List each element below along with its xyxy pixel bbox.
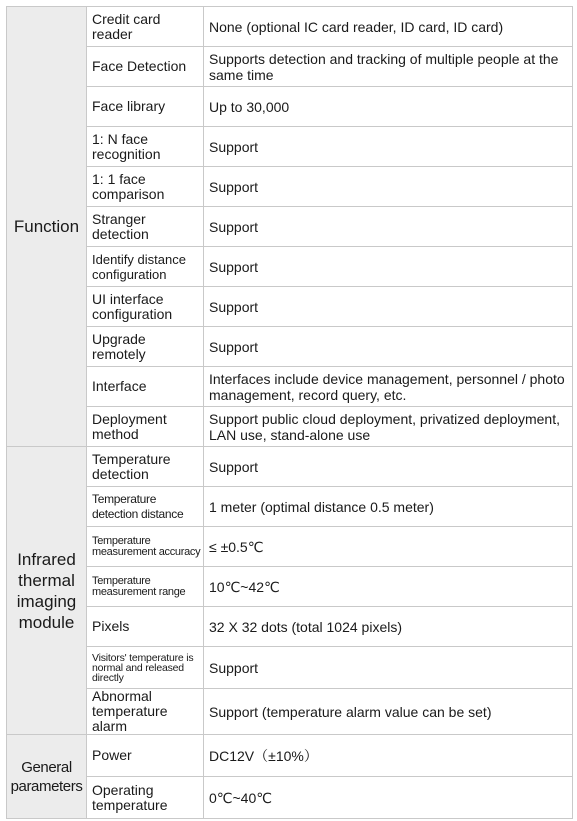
param-value: Support <box>204 447 573 487</box>
param-label: Deployment method <box>87 407 204 447</box>
table-row <box>7 367 573 407</box>
param-label: 1: N face recognition <box>87 127 204 167</box>
table-row <box>7 777 573 819</box>
table-row <box>7 287 573 327</box>
param-label: Power <box>87 735 204 777</box>
table-row <box>7 735 573 777</box>
param-label: Credit card reader <box>87 7 204 47</box>
param-value: Support public cloud deployment, privatized deployment, LAN use, stand-alone use <box>204 407 573 447</box>
param-value: None (optional IC card reader, ID card, ID card) <box>204 7 573 47</box>
table-row <box>7 527 573 567</box>
table-row <box>7 567 573 607</box>
table-row <box>7 689 573 735</box>
param-label: UI interface configuration <box>87 287 204 327</box>
param-value: Support (temperature alarm value can be set) <box>204 689 573 735</box>
param-value: Supports detection and tracking of multiple people at the same time <box>204 47 573 87</box>
param-label: Identify distance configuration <box>87 247 204 287</box>
param-label: Face library <box>87 87 204 127</box>
table-row <box>7 247 573 287</box>
table-row <box>7 47 573 87</box>
param-label: Operating temperature <box>87 777 204 819</box>
table-row <box>7 7 573 47</box>
group-label-infrared: Infrared thermal imaging module <box>7 447 87 735</box>
param-value: 10℃~42℃ <box>204 567 573 607</box>
param-value: Interfaces include device management, personnel / photo management, record query, etc. <box>204 367 573 407</box>
table-row <box>7 447 573 487</box>
param-label: Pixels <box>87 607 204 647</box>
param-value: Support <box>204 287 573 327</box>
param-label: Interface <box>87 367 204 407</box>
table-row <box>7 607 573 647</box>
table-row <box>7 647 573 689</box>
param-value: 1 meter (optimal distance 0.5 meter) <box>204 487 573 527</box>
param-value: ≤ ±0.5℃ <box>204 527 573 567</box>
param-value: 0℃~40℃ <box>204 777 573 819</box>
param-label: Face Detection <box>87 47 204 87</box>
param-label: 1: 1 face comparison <box>87 167 204 207</box>
group-label-general: General parameters <box>7 735 87 819</box>
param-label: Upgrade remotely <box>87 327 204 367</box>
param-label: Temperature detection <box>87 447 204 487</box>
table-row <box>7 127 573 167</box>
param-value: Support <box>204 167 573 207</box>
table-row <box>7 87 573 127</box>
param-value: Support <box>204 247 573 287</box>
group-label-function: Function <box>7 7 87 447</box>
param-label: Temperature detection distance <box>87 487 204 527</box>
spec-table <box>6 6 573 819</box>
param-label: Stranger detection <box>87 207 204 247</box>
table-row <box>7 487 573 527</box>
param-value: Support <box>204 327 573 367</box>
param-value: Up to 30,000 <box>204 87 573 127</box>
param-value: DC12V（±10%） <box>204 735 573 777</box>
param-value: Support <box>204 207 573 247</box>
param-value: Support <box>204 647 573 689</box>
param-label: Temperature measurement range <box>87 567 204 607</box>
table-row <box>7 207 573 247</box>
param-label: Abnormal temperature alarm <box>87 689 204 735</box>
param-value: 32 X 32 dots (total 1024 pixels) <box>204 607 573 647</box>
param-label: Visitors' temperature is normal and released directly <box>87 647 204 689</box>
table-row <box>7 407 573 447</box>
table-row <box>7 327 573 367</box>
param-value: Support <box>204 127 573 167</box>
table-row <box>7 167 573 207</box>
param-label: Temperature measurement accuracy <box>87 527 204 567</box>
